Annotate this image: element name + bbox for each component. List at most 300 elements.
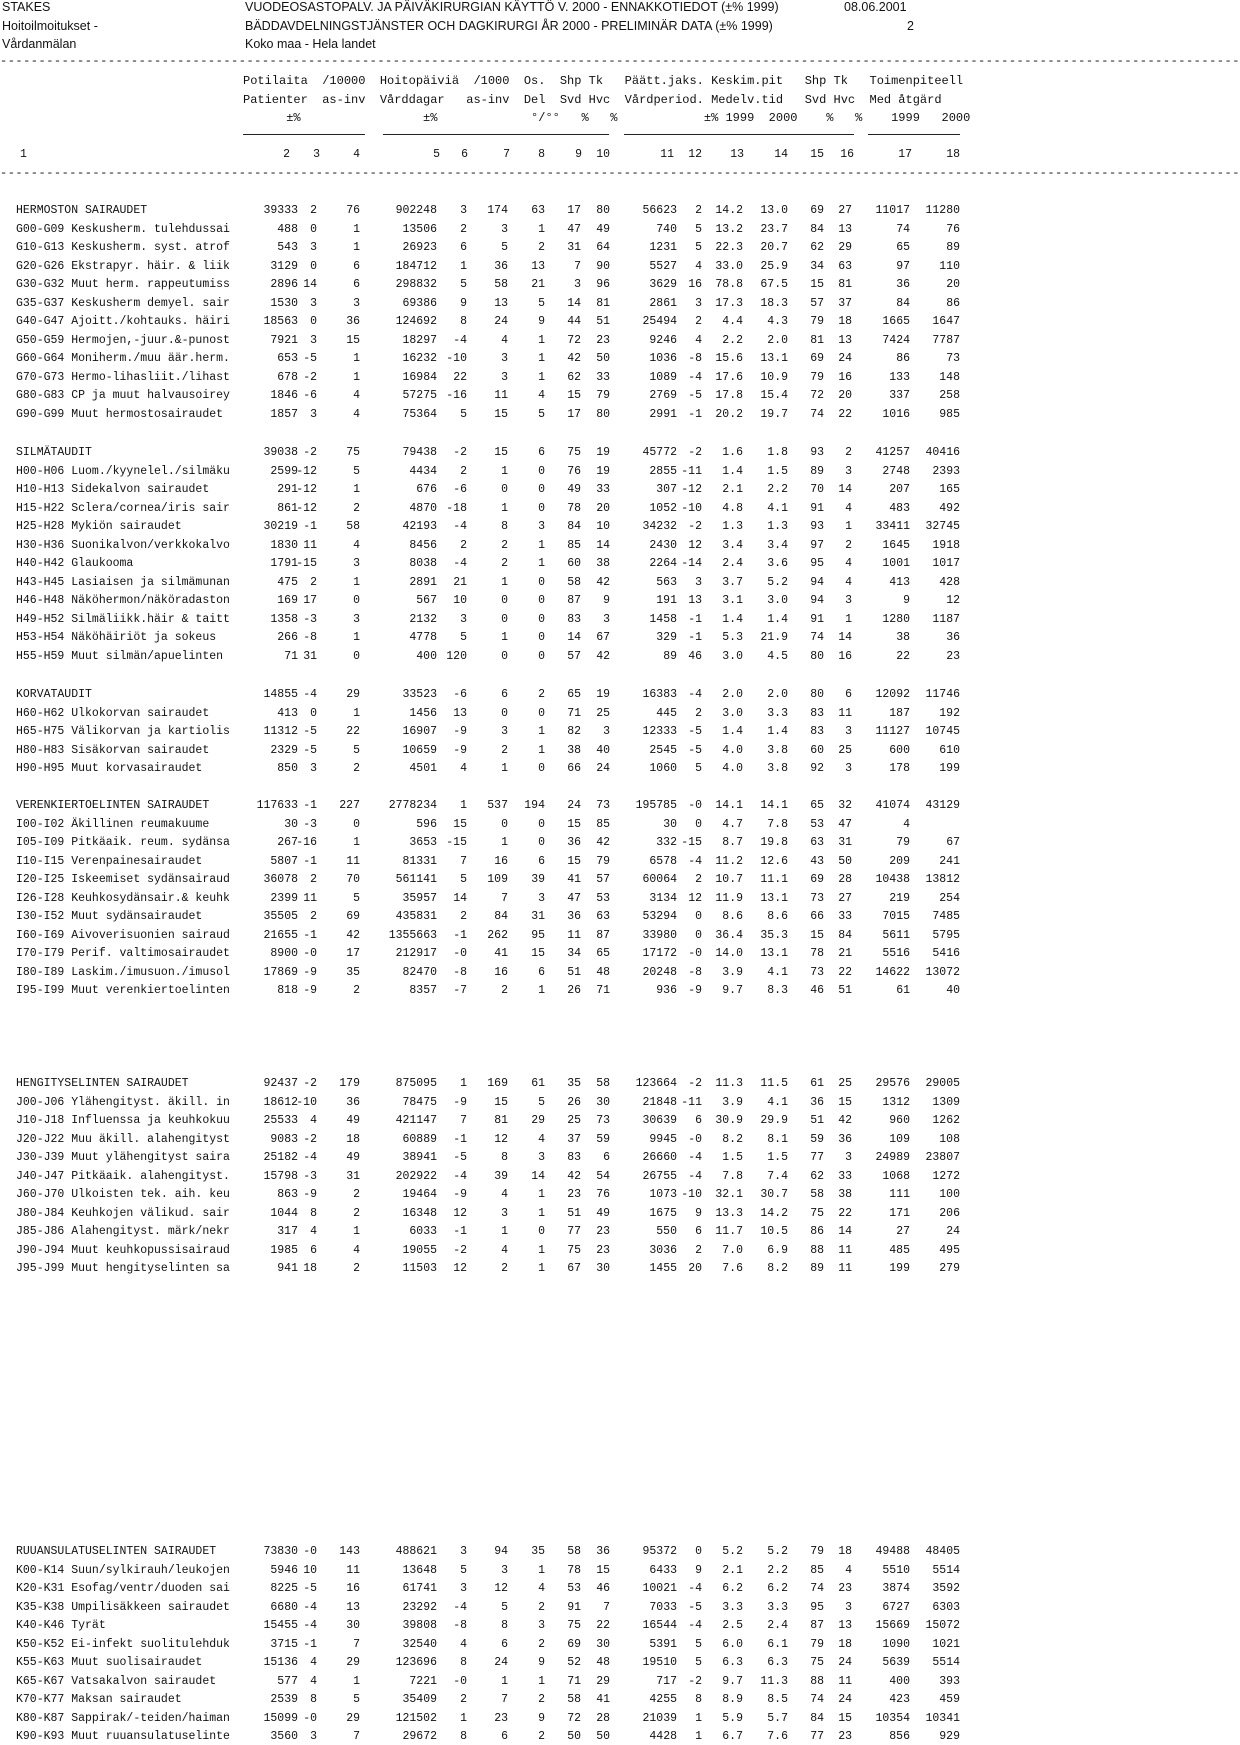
cell-col-4: 184712: [395, 259, 437, 273]
cell-col-7: 1: [538, 1262, 545, 1275]
cell-col-7: 0: [538, 501, 545, 515]
cell-col-8: 58: [567, 1545, 581, 1558]
table-row: [0, 575, 960, 591]
cell-col-13: 4.3: [767, 315, 788, 328]
row-label: I05-I09 Pitkäaik. reum. sydänsa: [16, 836, 230, 849]
cell-col-11: -5: [688, 1600, 702, 1614]
cell-col-10: 332: [656, 836, 677, 849]
cell-col-3: 4: [353, 538, 360, 552]
cell-col-15: 24: [838, 1656, 852, 1669]
cell-col-6: 39: [494, 1169, 508, 1183]
cell-col-6: 15: [494, 446, 508, 459]
cell-col-16: 86: [896, 352, 910, 365]
cell-col-5: 14: [453, 891, 467, 905]
cell-col-7: 1: [538, 557, 545, 570]
cell-col-12: 3.3: [722, 1600, 743, 1614]
cell-col-9: 29: [596, 1674, 610, 1688]
cell-col-3: 6: [353, 259, 360, 273]
cell-col-11: -5: [688, 389, 702, 402]
cell-col-9: 23: [596, 1243, 610, 1257]
column-header-row-1: Potilaita /10000 Hoitopäiviä /1000 Os. Shp Tk Päätt.jaks. Keskim.pit Shp Tk Toimenpiteell: [243, 74, 964, 88]
cell-col-17: 5416: [932, 947, 960, 960]
cell-col-11: -9: [688, 984, 702, 997]
cell-col-5: -6: [453, 688, 467, 701]
cell-col-13: 4.5: [767, 649, 788, 663]
cell-col-5: 1: [460, 799, 467, 812]
cell-col-2: -8: [303, 631, 317, 644]
cell-col-4: 488621: [395, 1545, 437, 1558]
cell-col-4: 60889: [402, 1132, 437, 1146]
cell-col-2: -4: [303, 688, 317, 701]
cell-col-15: 24: [838, 1693, 852, 1706]
cell-col-12: 3.0: [722, 649, 743, 663]
cell-col-15: 4: [845, 557, 852, 570]
cell-col-12: 33.0: [715, 259, 743, 273]
cell-col-7: 5: [538, 296, 545, 310]
cell-col-7: 2: [538, 1730, 545, 1743]
cell-col-6: 3: [501, 370, 508, 384]
column-number: 18: [946, 148, 960, 161]
cell-col-16: 1312: [882, 1095, 910, 1109]
table-row: [0, 630, 960, 646]
cell-col-6: 16: [494, 965, 508, 979]
cell-col-10: 2991: [649, 407, 677, 421]
cell-col-13: 8.5: [767, 1693, 788, 1706]
cell-col-14: 77: [810, 1730, 824, 1743]
cell-col-8: 65: [567, 688, 581, 701]
cell-col-8: 75: [567, 1243, 581, 1257]
cell-col-12: 22.3: [715, 241, 743, 254]
cell-col-15: 29: [838, 241, 852, 254]
cell-col-2: 4: [310, 1656, 317, 1669]
cell-col-6: 8: [501, 520, 508, 533]
cell-col-2: -2: [303, 1132, 317, 1146]
cell-col-10: 3134: [649, 891, 677, 905]
cell-col-9: 24: [596, 762, 610, 775]
cell-col-16: 400: [889, 1674, 910, 1688]
cell-col-4: 82470: [402, 965, 437, 979]
cell-col-7: 14: [531, 1169, 545, 1183]
cell-col-3: 6: [353, 278, 360, 291]
column-number: 11: [660, 148, 674, 161]
cell-col-6: 109: [487, 873, 508, 886]
cell-col-12: 1.4: [722, 725, 743, 738]
cell-col-8: 35: [567, 1077, 581, 1090]
cell-col-16: 14622: [875, 965, 910, 979]
cell-col-5: -2: [453, 1243, 467, 1257]
cell-col-11: -2: [688, 1674, 702, 1688]
row-label: I60-I69 Aivoverisuonien sairaud: [16, 928, 230, 942]
cell-col-16: 4: [903, 817, 910, 831]
cell-col-14: 65: [810, 799, 824, 812]
cell-col-7: 0: [538, 612, 545, 626]
cell-col-3: 36: [346, 315, 360, 328]
cell-col-12: 1.5: [722, 1151, 743, 1164]
row-label: I70-I79 Perif. valtimosairaudet: [16, 947, 230, 960]
cell-col-12: 15.6: [715, 352, 743, 365]
row-label: H90-H95 Muut korvasairaudet: [16, 762, 203, 775]
cell-col-12: 11.2: [715, 854, 743, 868]
cell-col-1: 15455: [263, 1619, 298, 1632]
cell-col-12: 3.4: [722, 538, 743, 552]
row-label: J30-J39 Muut ylähengityst saira: [16, 1151, 230, 1164]
cell-col-11: 0: [695, 928, 702, 942]
cell-col-16: 207: [889, 483, 910, 496]
cell-col-4: 8456: [409, 538, 437, 552]
cell-col-12: 7.8: [722, 1169, 743, 1183]
cell-col-9: 33: [596, 483, 610, 496]
cell-col-15: 37: [838, 296, 852, 310]
row-label: G20-G26 Ekstrapyr. häir. & liik: [16, 259, 230, 273]
cell-col-2: 0: [310, 259, 317, 273]
row-label: I80-I89 Laskim./imusuon./imusol: [16, 965, 230, 979]
cell-col-7: 6: [538, 446, 545, 459]
cell-col-7: 9: [538, 1711, 545, 1725]
cell-col-1: 15099: [263, 1711, 298, 1725]
cell-col-5: 13: [453, 706, 467, 720]
cell-col-8: 31: [567, 241, 581, 254]
cell-col-16: 38: [896, 631, 910, 644]
cell-col-14: 61: [810, 1077, 824, 1090]
cell-col-6: 2: [501, 743, 508, 757]
cell-col-15: 22: [838, 1206, 852, 1220]
cell-col-13: 14.1: [760, 799, 788, 812]
row-label: J95-J99 Muut hengityselinten sa: [16, 1262, 230, 1275]
cell-col-16: 337: [889, 389, 910, 402]
cell-col-2: -4: [303, 1619, 317, 1632]
cell-col-17: 1309: [932, 1095, 960, 1109]
cell-col-7: 4: [538, 1132, 545, 1146]
cell-col-1: 2896: [270, 278, 298, 291]
cell-col-3: 227: [339, 799, 360, 812]
cell-col-16: 84: [896, 296, 910, 310]
row-label: I26-I28 Keuhkosydänsair.& keuhk: [16, 891, 230, 905]
publisher: STAKES: [2, 0, 51, 14]
cell-col-5: 5: [460, 873, 467, 886]
cell-col-7: 1: [538, 352, 545, 365]
cell-col-4: 902248: [395, 204, 437, 217]
cell-col-15: 4: [845, 575, 852, 589]
cell-col-6: 11: [494, 389, 508, 402]
cell-col-10: 30: [663, 817, 677, 831]
cell-col-4: 38941: [402, 1151, 437, 1164]
cell-col-2: -1: [303, 928, 317, 942]
table-row: [0, 1187, 960, 1203]
cell-col-16: 15669: [875, 1619, 910, 1632]
cell-col-15: 3: [845, 594, 852, 607]
cell-col-9: 53: [596, 891, 610, 905]
cell-col-17: 2393: [932, 464, 960, 478]
cell-col-12: 3.0: [722, 706, 743, 720]
cell-col-2: -15: [296, 557, 317, 570]
cell-col-15: 3: [845, 1600, 852, 1614]
cell-col-2: -1: [303, 520, 317, 533]
cell-col-10: 2861: [649, 296, 677, 310]
cell-col-2: 3: [310, 241, 317, 254]
cell-col-14: 89: [810, 1262, 824, 1275]
cell-col-9: 42: [596, 836, 610, 849]
cell-col-16: 1090: [882, 1637, 910, 1651]
cell-col-3: 2: [353, 762, 360, 775]
cell-col-5: 21: [453, 575, 467, 589]
report-type-sv: Vårdanmälan: [2, 37, 77, 51]
cell-col-12: 3.9: [722, 1095, 743, 1109]
cell-col-13: 3.3: [767, 1600, 788, 1614]
cell-col-5: 5: [460, 631, 467, 644]
cell-col-6: 3: [501, 352, 508, 365]
cell-col-10: 6578: [649, 854, 677, 868]
cell-col-7: 39: [531, 873, 545, 886]
table-row: [0, 1618, 960, 1634]
cell-col-7: 29: [531, 1114, 545, 1127]
cell-col-13: 3.8: [767, 743, 788, 757]
cell-col-12: 8.9: [722, 1693, 743, 1706]
cell-col-5: 12: [453, 1206, 467, 1220]
cell-col-9: 38: [596, 557, 610, 570]
cell-col-15: 11: [838, 1674, 852, 1688]
table-row: [0, 296, 960, 312]
cell-col-13: 29.9: [760, 1114, 788, 1127]
cell-col-16: 3874: [882, 1582, 910, 1595]
cell-col-13: 3.6: [767, 557, 788, 570]
cell-col-9: 25: [596, 706, 610, 720]
cell-col-4: 35957: [402, 891, 437, 905]
cell-col-7: 2: [538, 1637, 545, 1651]
cell-col-7: 61: [531, 1077, 545, 1090]
cell-col-11: 12: [688, 891, 702, 905]
cell-col-11: 0: [695, 1545, 702, 1558]
table-row: [0, 1655, 960, 1671]
cell-col-1: 653: [277, 352, 298, 365]
cell-col-12: 14.1: [715, 799, 743, 812]
cell-col-7: 0: [538, 817, 545, 831]
cell-col-14: 91: [810, 501, 824, 515]
cell-col-3: 1: [353, 575, 360, 589]
cell-col-11: -11: [681, 464, 702, 478]
cell-col-2: 0: [310, 222, 317, 236]
cell-col-2: -12: [296, 483, 317, 496]
cell-col-3: 5: [353, 464, 360, 478]
cell-col-13: 13.1: [760, 947, 788, 960]
cell-col-10: 2769: [649, 389, 677, 402]
row-label: H40-H42 Glaukooma: [16, 557, 134, 570]
cell-col-15: 36: [838, 1132, 852, 1146]
cell-col-9: 15: [596, 1563, 610, 1577]
cell-col-3: 1: [353, 1674, 360, 1688]
cell-col-5: -9: [453, 725, 467, 738]
cell-col-4: 435831: [395, 910, 437, 923]
table-row: [0, 259, 960, 275]
cell-col-14: 63: [810, 836, 824, 849]
cell-col-11: 5: [695, 241, 702, 254]
cell-col-8: 72: [567, 333, 581, 347]
cell-col-6: 94: [494, 1545, 508, 1558]
cell-col-1: 863: [277, 1188, 298, 1201]
cell-col-11: 4: [695, 259, 702, 273]
cell-col-5: -10: [446, 352, 467, 365]
cell-col-11: -4: [688, 1151, 702, 1164]
cell-col-4: 567: [416, 594, 437, 607]
cell-col-5: 5: [460, 407, 467, 421]
cell-col-8: 72: [567, 1711, 581, 1725]
cell-col-1: 2599: [270, 464, 298, 478]
cell-col-7: 0: [538, 631, 545, 644]
cell-col-10: 1036: [649, 352, 677, 365]
cell-col-6: 7: [501, 891, 508, 905]
table-row: [0, 501, 960, 517]
cell-col-12: 14.2: [715, 204, 743, 217]
cell-col-17: 40: [946, 984, 960, 997]
cell-col-14: 62: [810, 241, 824, 254]
cell-col-13: 20.7: [760, 241, 788, 254]
cell-col-1: 1044: [270, 1206, 298, 1220]
cell-col-8: 58: [567, 575, 581, 589]
cell-col-14: 74: [810, 1582, 824, 1595]
cell-col-5: 2: [460, 538, 467, 552]
cell-col-5: 12: [453, 1262, 467, 1275]
cell-col-2: -12: [296, 464, 317, 478]
cell-col-1: 2399: [270, 891, 298, 905]
cell-col-11: 1: [695, 1730, 702, 1743]
cell-col-1: 25182: [263, 1151, 298, 1164]
cell-col-17: 43129: [925, 799, 960, 812]
cell-col-17: 5514: [932, 1563, 960, 1577]
cell-col-4: 4501: [409, 762, 437, 775]
cell-col-11: -0: [688, 1132, 702, 1146]
table-row: [0, 1563, 960, 1579]
table-row: [0, 1674, 960, 1690]
cell-col-2: -0: [303, 1545, 317, 1558]
cell-col-5: -7: [453, 984, 467, 997]
cell-col-8: 7: [574, 259, 581, 273]
cell-col-15: 23: [838, 1730, 852, 1743]
cell-col-3: 1: [353, 222, 360, 236]
table-row: [0, 1113, 960, 1129]
cell-col-12: 5.3: [722, 631, 743, 644]
cell-col-6: 5: [501, 241, 508, 254]
cell-col-8: 24: [567, 799, 581, 812]
cell-col-14: 79: [810, 370, 824, 384]
cell-col-7: 13: [531, 259, 545, 273]
cell-col-4: 124692: [395, 315, 437, 328]
table-row: [0, 1132, 960, 1148]
cell-col-13: 19.8: [760, 836, 788, 849]
cell-col-1: 15136: [263, 1656, 298, 1669]
cell-col-7: 0: [538, 836, 545, 849]
cell-col-2: 17: [303, 594, 317, 607]
table-row: [0, 314, 960, 330]
cell-col-3: 1: [353, 241, 360, 254]
cell-col-11: 8: [695, 1693, 702, 1706]
cell-col-3: 3: [353, 557, 360, 570]
cell-col-2: -2: [303, 370, 317, 384]
cell-col-17: 10745: [925, 725, 960, 738]
cell-col-12: 78.8: [715, 278, 743, 291]
cell-col-2: -9: [303, 1188, 317, 1201]
cell-col-12: 13.2: [715, 222, 743, 236]
row-label: J10-J18 Influenssa ja keuhkokuu: [16, 1114, 230, 1127]
cell-col-10: 2545: [649, 743, 677, 757]
cell-col-9: 63: [596, 910, 610, 923]
cell-col-1: 6680: [270, 1600, 298, 1614]
cell-col-8: 77: [567, 1225, 581, 1238]
cell-col-16: 199: [889, 1262, 910, 1275]
cell-col-10: 445: [656, 706, 677, 720]
table-row: [0, 928, 960, 944]
cell-col-5: 6: [460, 241, 467, 254]
cell-col-3: 17: [346, 947, 360, 960]
cell-col-16: 485: [889, 1243, 910, 1257]
cell-col-2: 3: [310, 407, 317, 421]
cell-col-13: 7.6: [767, 1730, 788, 1743]
row-label: K20-K31 Esofag/ventr/duoden sai: [16, 1582, 230, 1595]
cell-col-14: 86: [810, 1225, 824, 1238]
cell-col-4: 16907: [402, 725, 437, 738]
cell-col-4: 400: [416, 649, 437, 663]
cell-col-4: 298832: [395, 278, 437, 291]
cell-col-10: 1060: [649, 762, 677, 775]
cell-col-16: 109: [889, 1132, 910, 1146]
cell-col-9: 58: [596, 1077, 610, 1090]
cell-col-7: 15: [531, 947, 545, 960]
cell-col-4: 19464: [402, 1188, 437, 1201]
cell-col-8: 50: [567, 1730, 581, 1743]
cell-col-10: 34232: [642, 520, 677, 533]
cell-col-3: 179: [339, 1077, 360, 1090]
cell-col-2: -1: [303, 1637, 317, 1651]
cell-col-15: 21: [838, 947, 852, 960]
cell-col-12: 1.3: [722, 520, 743, 533]
cell-col-2: -0: [303, 1711, 317, 1725]
cell-col-8: 36: [567, 836, 581, 849]
cell-col-4: 16232: [402, 352, 437, 365]
cell-col-17: 15072: [925, 1619, 960, 1632]
cell-col-12: 8.6: [722, 910, 743, 923]
cell-col-1: 36078: [263, 873, 298, 886]
cell-col-5: -1: [453, 1225, 467, 1238]
cell-col-4: 2778234: [388, 799, 437, 812]
cell-col-8: 3: [574, 278, 581, 291]
cell-col-16: 1665: [882, 315, 910, 328]
column-number: 7: [503, 148, 510, 161]
cell-col-12: 1.4: [722, 464, 743, 478]
cell-col-6: 262: [487, 928, 508, 942]
cell-col-4: 561141: [395, 873, 437, 886]
cell-col-11: -2: [688, 520, 702, 533]
cell-col-9: 23: [596, 333, 610, 347]
cell-col-4: 79438: [402, 446, 437, 459]
cell-col-10: 1073: [649, 1188, 677, 1201]
cell-col-9: 23: [596, 1225, 610, 1238]
cell-col-8: 82: [567, 725, 581, 738]
cell-col-8: 47: [567, 222, 581, 236]
cell-col-5: 9: [460, 296, 467, 310]
cell-col-12: 32.1: [715, 1188, 743, 1201]
cell-col-15: 24: [838, 352, 852, 365]
cell-col-10: 329: [656, 631, 677, 644]
column-header-row-3: ±% ±% °/°° % % ±% 1999 2000 % % 1999 2000: [243, 111, 971, 125]
cell-col-4: 10659: [402, 743, 437, 757]
cell-col-16: 111: [889, 1188, 910, 1201]
cell-col-10: 563: [656, 575, 677, 589]
table-row: [0, 761, 960, 777]
cell-col-5: -4: [453, 333, 467, 347]
cell-col-17: 40416: [925, 446, 960, 459]
cell-col-1: 267: [277, 836, 298, 849]
cell-col-4: 61741: [402, 1582, 437, 1595]
cell-col-11: 6: [695, 1114, 702, 1127]
cell-col-17: 11280: [925, 204, 960, 217]
